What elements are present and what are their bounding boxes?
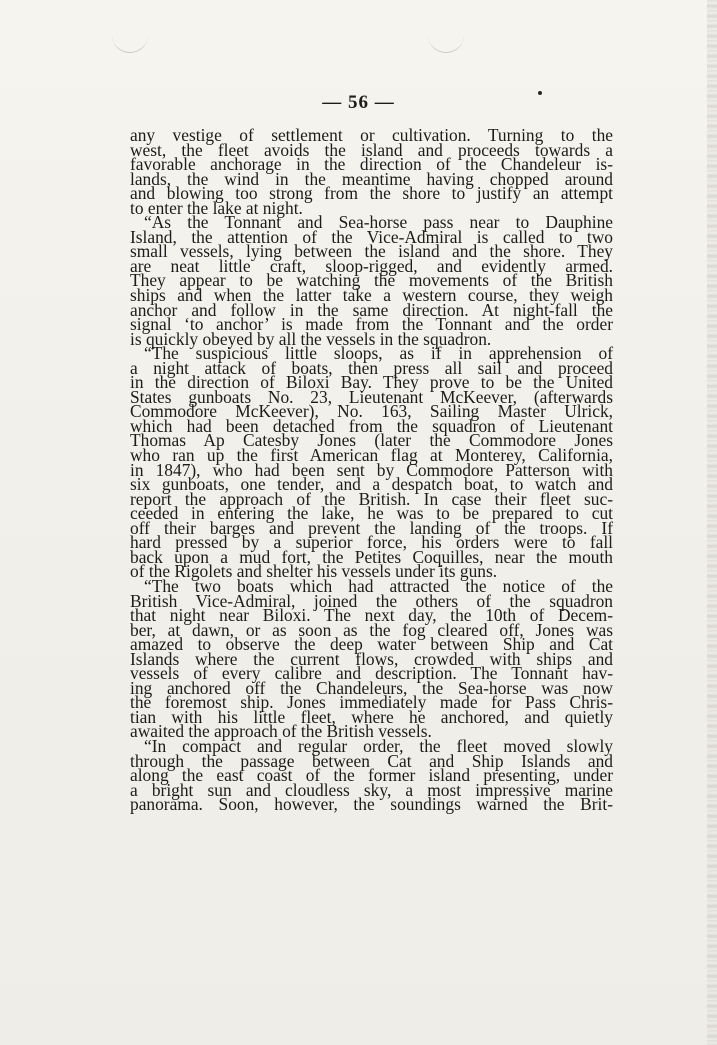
body-text	[130, 125, 613, 815]
text-line: ships and when the latter take a western course, they weigh	[130, 285, 613, 306]
text-line: They appear to be watching the movements of the British	[130, 270, 613, 291]
text-line: that night near Biloxi. The next day, the 10th of Decem-	[130, 605, 613, 626]
text-line: Island, the attention of the Vice-Admiral is called to two	[130, 226, 613, 247]
page-number: — 56 —	[322, 92, 395, 113]
text-line: Islands where the current flows, crowded with ships and	[130, 648, 613, 669]
text-line: a night attack of boats, then press all sail and proceed	[130, 357, 613, 378]
text-line: who ran up the first American flag at Monterey, California,	[130, 445, 613, 466]
text-line: “The suspicious little sloops, as if in apprehension of	[144, 343, 613, 364]
text-line: of the Rigolets and shelter his vessels under its guns.	[130, 561, 498, 582]
text-line: anchor and follow in the same direction. At night-fall the	[130, 299, 613, 320]
text-line: in 1847), who had been sent by Commodore Patterson with	[130, 459, 613, 480]
text-line: and blowing too strong from the shore to justify an attempt	[130, 183, 613, 204]
text-line: “In compact and regular order, the fleet moved slowly	[144, 735, 613, 756]
text-line: ber, at dawn, or as soon as the fog cleared off, Jones was	[130, 619, 613, 640]
text-line: a bright sun and cloudless sky, a most impressive marine	[130, 779, 613, 800]
text-line: panorama. Soon, however, the soundings warned the Brit-	[130, 794, 613, 815]
text-line: Thomas Ap Catesby Jones (later the Commodore Jones	[130, 430, 613, 451]
text-line: is quickly obeyed by all the vessels in the squadron.	[130, 328, 492, 349]
text-line: Commodore McKeever), No. 163, Sailing Master Ulrick,	[130, 401, 613, 422]
text-line: amazed to observe the deep water between Ship and Cat	[130, 634, 613, 655]
text-line: vessels of every calibre and description. The Tonnant hav-	[130, 663, 613, 684]
punch-hole-right	[428, 28, 464, 53]
text-line: small vessels, lying between the island and the shore. They	[130, 241, 613, 262]
text-line: in the direction of Biloxi Bay. They prove to be the United	[130, 372, 613, 393]
text-line: lands, the wind in the meantime having chopped around	[130, 168, 613, 189]
text-line: tian with his little fleet, where he anchored, and quietly	[130, 706, 613, 727]
text-line: “As the Tonnant and Sea-horse pass near to Dauphine	[144, 212, 613, 233]
text-line: signal ‘to anchor’ is made from the Tonnant and the order	[130, 314, 613, 335]
text-line: are neat little craft, sloop-rigged, and evidently armed.	[130, 255, 613, 276]
text-line: British Vice-Admiral, joined the others of the squadron	[130, 590, 613, 611]
binding-edge	[707, 0, 717, 1045]
text-line: hard pressed by a superior force, his orders were to fall	[130, 532, 613, 553]
text-line: report the approach of the British. In case their fleet suc-	[130, 488, 613, 509]
text-line: back upon a mud fort, the Petites Coquilles, near the mouth	[130, 546, 613, 567]
text-line: ing anchored off the Chandeleurs, the Sea-horse was now	[130, 677, 613, 698]
text-line: “The two boats which had attracted the notice of the	[144, 575, 613, 596]
text-line: the foremost ship. Jones immediately made for Pass Chris-	[130, 692, 613, 713]
text-line: through the passage between Cat and Ship Islands and	[130, 750, 613, 771]
text-line: to enter the lake at night.	[130, 197, 303, 218]
text-line: ceeded in entering the lake, he was to be prepared to cut	[130, 503, 613, 524]
text-line: awaited the approach of the British vessels.	[130, 721, 432, 742]
text-line: six gunboats, one tender, and a despatch boat, to watch and	[130, 474, 613, 495]
text-line: which had been detached from the squadron of Lieutenant	[130, 415, 613, 436]
text-line: west, the fleet avoids the island and proceeds towards a	[130, 139, 613, 160]
text-line: any vestige of settlement or cultivation. Turning to the	[130, 125, 613, 145]
text-line: favorable anchorage in the direction of the Chandeleur is-	[130, 154, 613, 175]
punch-hole-left	[112, 28, 148, 53]
text-line: States gunboats No. 23, Lieutenant McKeever, (afterwards	[130, 386, 613, 407]
text-line: along the east coast of the former island presenting, under	[130, 765, 613, 786]
text-line: off their barges and prevent the landing of the troops. If	[130, 517, 613, 538]
